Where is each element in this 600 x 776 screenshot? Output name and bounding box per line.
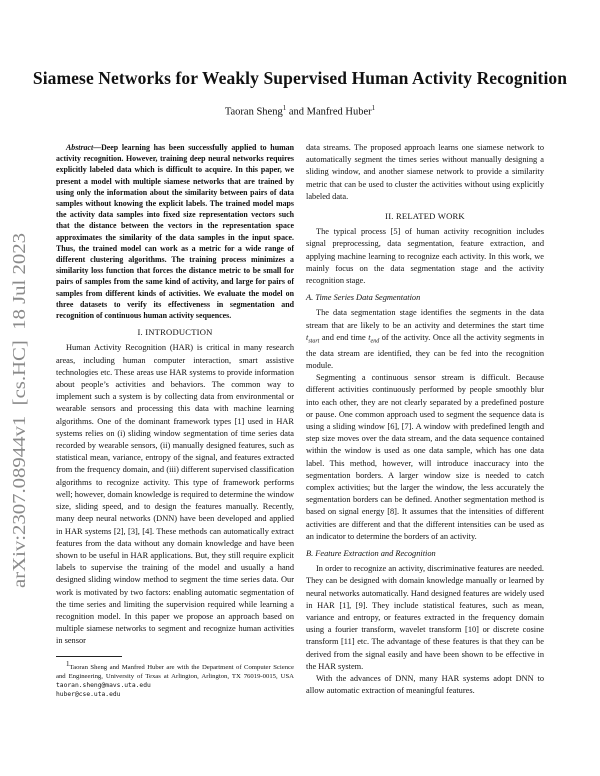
author-affiliation-mark-1: 1 <box>282 104 287 112</box>
footnote-email-1: taoran.sheng@mavs.uta.edu <box>56 681 151 689</box>
segmentation-text-a: The data segmentation stage identifies the segments in the data stream that are likely to be an activity and determines the start time <box>306 308 544 330</box>
math-t-end-symbol: t <box>368 332 371 342</box>
math-t-end <box>368 332 380 345</box>
segmentation-paragraph-2: Segmenting a continuous sensor stream is difficult. Because different activities continuously performed by people smoothly blur into each other, they are not clearly separated by a predefined posture or pause. One common approach used to segment the sequence data is using a sliding window [6], [7]. A window with predefined length and step size moves over the data stream, and the data sequence contained within the window is used as one data sample, which has one data label. This method, however, will introduce inaccuracy into the segmentation borders. A larger window size is needed to catch complex activities; but the larger the window, the less accurately the segmentation borders can be defined. Another segmentation method is based on signal energy [8]. It assumes that the intensities of different activities are different and that the different intensities can be used as an indicator to determine the borders of an activity. <box>306 373 544 541</box>
introduction-paragraph: Human Activity Recognition (HAR) is critical in many research areas, including human computer interaction, smart assistive technologies etc. These areas use HAR systems to provide information about people’s activities and behaviors. The common way to implement such a system is by collecting data from environmental or wearable sensors and processing this data with machine learning algorithms. One of the dominant framework types [1] used in HAR systems relies on (i) sliding window segmentation of time series data recorded by wearable sensors, (ii) manually designed features, such as statistical mean, variance, entropy of the signal, and features extracted from the frequency domain, and (iii) different supervised classification algorithms to recognize activity. This type of framework performs well; however, domain knowledge is required to determine the window size, sliding speed, and to design the features manually. Recently, many deep neural networks (DNN) have been developed and applied in HAR systems [2], [3], [4]. These methods can automatically extract features from the data without any domain knowledge and have been shown to be useful in HAR applications. But, they still require explicit labels to supervise the training of the model and usually a hand designed sliding window method to segment the time series data. Our work is motivated by two factors: enabling automatic segmentation of the time series and limiting the supervision required while learning a recognition model. In this paper we propose an approach based on multiple siamese networks to segment and recognize human activities in sensor <box>56 343 294 646</box>
abstract-label: Abstract <box>66 143 94 152</box>
author-affiliation-mark-2: 1 <box>371 104 376 112</box>
math-t-start <box>306 332 320 345</box>
arxiv-identifier-stamp <box>6 230 32 590</box>
footnote-email-2: huber@cse.uta.edu <box>56 690 121 698</box>
right-column <box>306 142 544 697</box>
math-t-end-subscript: end <box>370 338 380 345</box>
math-t-start-symbol: t <box>306 332 309 342</box>
footnote-text: Taoran Sheng and Manfred Huber are with the Department of Computer Science and Engineering, University of Texas at Arlington, Arlington, TX 76019-0015, USA <box>56 663 294 680</box>
author-name-1: Taoran Sheng <box>224 106 283 118</box>
feature-extraction-paragraph-2: With the advances of DNN, many HAR systems adopt DNN to allow automatic extraction of meaningful features. <box>306 673 544 696</box>
author-line <box>0 104 600 118</box>
abstract-text: —Deep learning has been successfully applied to human activity recognition. However, training deep neural networks requires explicitly labeled data which is difficult to acquire. In this paper, we present a model with multiple siamese networks that are trained by using only the information about the similarity between pairs of data samples without knowing the explicit labels. The trained model maps the activity data samples into fixed size representation vectors such that the distance between the vectors in the representation space approximates the similarity of the data samples in the input space. Thus, the trained model can work as a metric for a wide range of different clustering algorithms. The training process minimizes a similarity loss function that forces the distance metric to be small for pairs of samples from the same kind of activity, and large for pairs of samples from different kinds of activities. We evaluate the model on three datasets to verify its effectiveness in segmentation and recognition of continuous human activity sequences. <box>56 143 294 321</box>
author-separator: and <box>286 106 307 118</box>
segmentation-text-c: of the activity. Once all the activity segments in the data stream are identified, they can be fed into the recognition module. <box>306 332 544 370</box>
subsection-heading-feature-extraction: B. Feature Extraction and Recognition <box>306 548 436 558</box>
left-column <box>56 142 294 699</box>
introduction-continuation: data streams. The proposed approach learns one siamese network to automatically segment the times series without manually designing a sliding window, and another siamese network to provide a similarity metric that can be used to cluster the activities without using explicitly labeled data. <box>306 143 544 201</box>
section-heading-related-work: II. RELATED WORK <box>385 211 465 222</box>
arxiv-identifier-text: arXiv:2307.08944v1 [cs.HC] 18 Jul 2023 <box>9 288 29 588</box>
footnote-mark: 1 <box>66 659 70 668</box>
footnote-rule <box>56 656 122 657</box>
math-t-start-subscript: start <box>308 338 320 345</box>
related-work-paragraph: The typical process [5] of human activity recognition includes signal preprocessing, data segmentation, feature extraction, and applying machine learning to recognize each activity. In this work, we mainly focus on the data segmentation stage and the activity recognition stage. <box>306 227 544 286</box>
segmentation-paragraph-1 <box>306 307 544 372</box>
feature-extraction-paragraph-1: In order to recognize an activity, discriminative features are needed. They can be designed with domain knowledge manually or learned by neural networks automatically. Hand designed features are widely used in HAR [1], [9]. They include statistical features, such as mean, variance and entropy, or features extracted in the frequency domain using a fourier transform, wavelet transform [10] or discrete cosine transform [11] etc. The advantage of these features is that they can be derived from the signal easily and have been shown to be effective in the HAR system. <box>306 564 544 671</box>
segmentation-text-b: and end time <box>319 332 369 342</box>
section-heading-introduction: I. INTRODUCTION <box>137 327 213 338</box>
subsection-heading-segmentation: A. Time Series Data Segmentation <box>306 293 421 303</box>
author-name-2: Manfred Huber <box>306 106 372 118</box>
abstract <box>56 142 294 321</box>
paper-title: Siamese Networks for Weakly Supervised Human Activity Recognition <box>32 68 568 88</box>
footnote <box>56 660 294 699</box>
